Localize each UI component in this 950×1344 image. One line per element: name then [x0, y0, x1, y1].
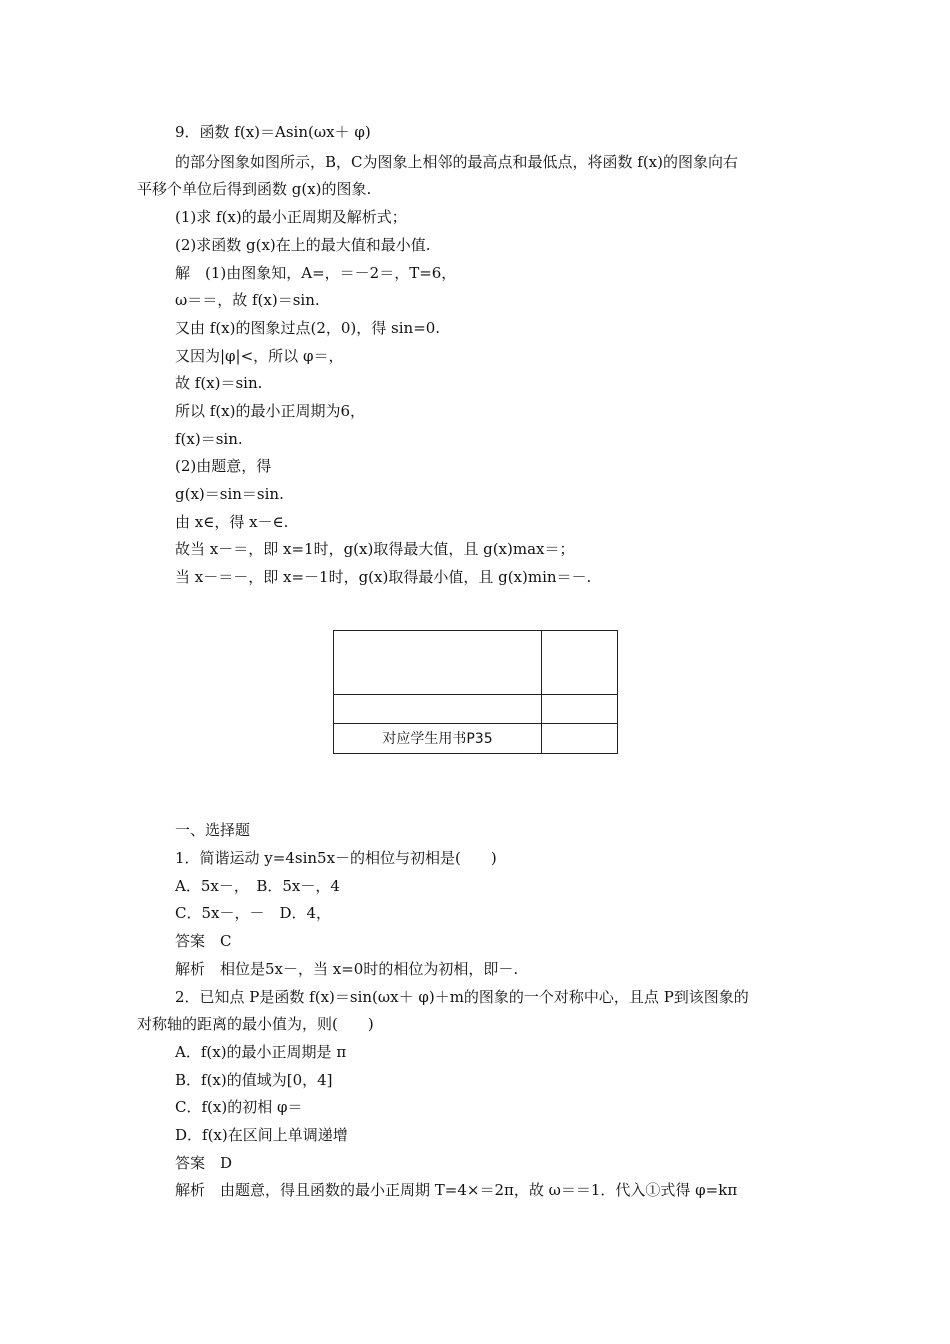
explanation-line: 解析 相位是5x－，当 x=0时的相位为初相，即－. [175, 960, 519, 978]
choice-line: C．5x－，－ D．4， [175, 904, 332, 922]
problem-9-line: 平移个单位后得到函数 g(x)的图象. [137, 180, 372, 198]
solution-line: 又由 f(x)的图象过点(2，0)，得 sin=0. [175, 319, 441, 337]
solution-line: (2)由题意，得 [175, 457, 272, 475]
choice-line: A．f(x)的最小正周期是 π [175, 1043, 347, 1061]
table-cell [542, 723, 618, 753]
choice-line: B．f(x)的值域为[0，4] [175, 1071, 333, 1089]
solution-line: 解 (1)由图象知，A=，＝－2＝，T=6， [175, 264, 457, 282]
problem-9-line: 的部分图象如图所示，B，C为图象上相邻的最高点和最低点，将函数 f(x)的图象向右 [175, 153, 738, 171]
table-cell [334, 694, 542, 723]
solution-line: g(x)＝sin＝sin. [175, 485, 284, 503]
problem-9-line: (2)求函数 g(x)在上的最大值和最小值. [175, 236, 431, 254]
choice-line: D．f(x)在区间上单调递增 [175, 1126, 348, 1144]
solution-line: f(x)＝sin. [175, 430, 243, 448]
solution-line: 故 f(x)＝sin. [175, 374, 263, 392]
question-1: 1．简谐运动 y=4sin5x－的相位与初相是( ) [175, 849, 497, 867]
solution-line: 又因为|φ|<，所以 φ＝， [175, 347, 344, 365]
question-2-cont: 对称轴的距离的最小值为，则( ) [137, 1015, 374, 1033]
reference-table [333, 630, 618, 754]
table-cell [542, 631, 618, 695]
table-cell [334, 631, 542, 695]
answer-line: 答案 C [175, 932, 232, 950]
solution-line: 所以 f(x)的最小正周期为6， [175, 402, 366, 420]
explanation-line: 解析 由题意，得且函数的最小正周期 T=4×＝2π，故 ω＝＝1．代入①式得 φ=kπ [175, 1181, 738, 1199]
solution-line: 当 x－＝－，即 x=－1时，g(x)取得最小值，且 g(x)min＝－. [175, 568, 592, 586]
table-label: 对应学生用书P35 [334, 723, 542, 753]
problem-9-line: (1)求 f(x)的最小正周期及解析式； [175, 208, 407, 226]
choice-line: C．f(x)的初相 φ＝ [175, 1098, 303, 1116]
table-cell [542, 694, 618, 723]
problem-9-title: 9．函数 f(x)＝Asin(ωx＋ φ) [175, 123, 371, 141]
solution-line: 由 x∈，得 x－∈. [175, 513, 289, 531]
choice-line: A．5x－， B．5x－，4 [175, 877, 340, 895]
solution-line: 故当 x－＝，即 x=1时，g(x)取得最大值，且 g(x)max＝； [175, 540, 575, 558]
answer-line: 答案 D [175, 1154, 233, 1172]
solution-line: ω＝＝，故 f(x)＝sin. [175, 291, 320, 309]
question-2: 2．已知点 P是函数 f(x)＝sin(ωx＋ φ)＋m的图象的一个对称中心，且点 P到该图象的 [175, 988, 749, 1006]
section-heading: 一、选择题 [175, 821, 251, 839]
